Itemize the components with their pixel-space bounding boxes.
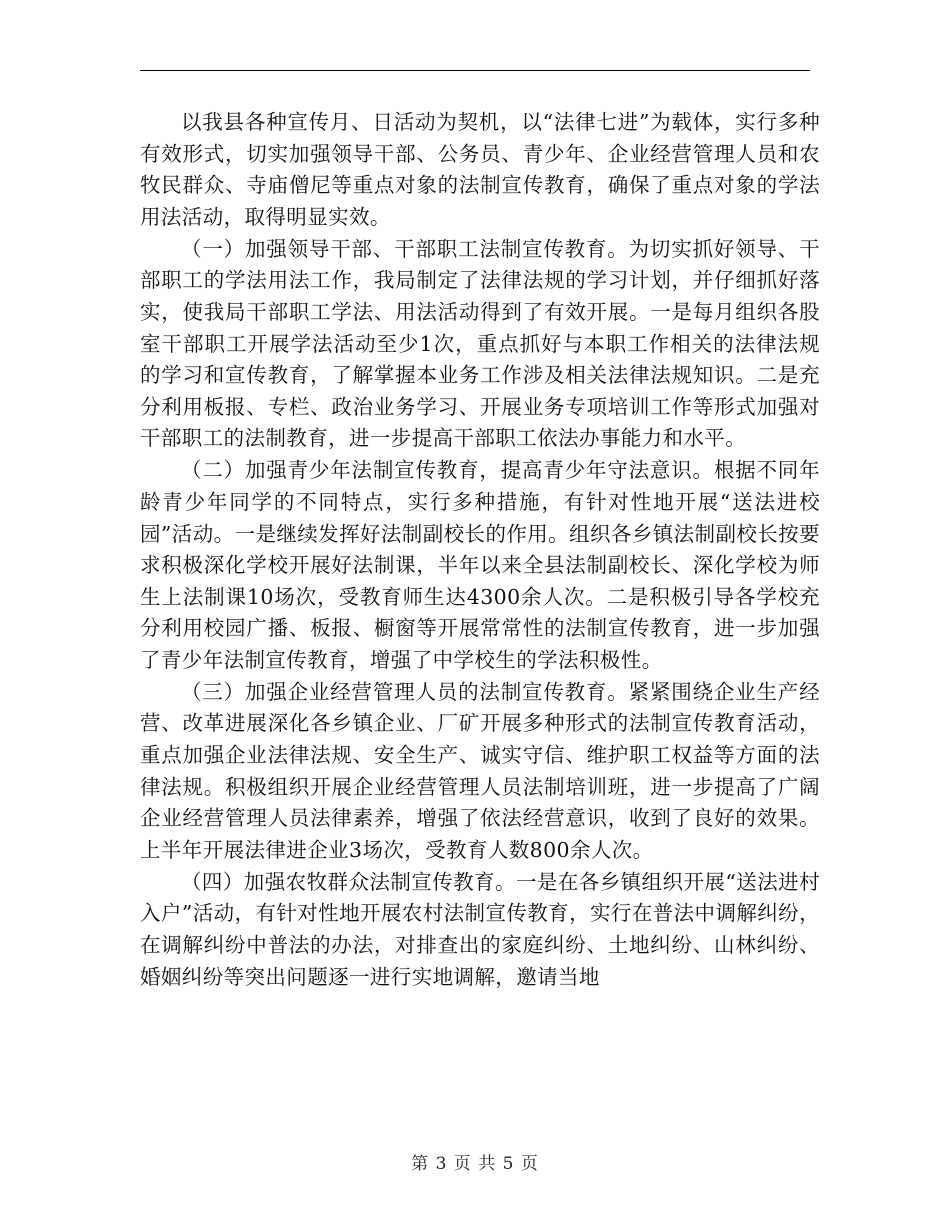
paragraph-section-1-cadres: （一）加强领导干部、干部职工法制宣传教育。为切实抓好领导、干部职工的学法用法工作，我局制定了法律法规的学习计划，并仔细抓好落实，使我局干部职工学法、用法活动得到了有效开展。一是每月组织各股室干部职工开展学法活动至少1次，重点抓好与本职工作相关的法律法规的学习和宣传教育，了解掌握本业务工作涉及相关法律法规知识。二是充分利用板报、专栏、政治业务学习、开展业务专项培训工作等形式加强对干部职工的法制教育，进一步提高干部职工依法办事能力和水平。 bbox=[140, 236, 820, 451]
paragraph-section-3-enterprise: （三）加强企业经营管理人员的法制宣传教育。紧紧围绕企业生产经营、改革进展深化各乡镇企业、厂矿开展多种形式的法制宣传教育活动，重点加强企业法律法规、安全生产、诚实守信、维护职工权益等方面的法律法规。积极组织开展企业经营管理人员法制培训班，进一步提高了广阔企业经营管理人员法律素养，增强了依法经营意识，收到了良好的效果。上半年开展法律进企业3场次，受教育人数800余人次。 bbox=[140, 679, 820, 862]
paragraph-section-2-youth: （二）加强青少年法制宣传教育，提高青少年守法意识。根据不同年龄青少年同学的不同特点，实行多种措施，有针对性地开展“送法进校园”活动。一是继续发挥好法制副校长的作用。组织各乡镇法制副校长按要求积极深化学校开展好法制课，半年以来全县法制副校长、深化学校为师生上法制课10场次，受教育师生达4300余人次。二是积极引导各学校充分利用校园广播、板报、橱窗等开展常常性的法制宣传教育，进一步加强了青少年法制宣传教育，增强了中学校生的学法积极性。 bbox=[140, 458, 820, 672]
page-footer bbox=[0, 1153, 950, 1175]
document-body bbox=[140, 107, 820, 993]
paragraph-section-4-farmers: （四）加强农牧群众法制宣传教育。一是在各乡镇组织开展“送法进村入户”活动，有针对性地开展农村法制宣传教育，实行在普法中调解纠纷，在调解纠纷中普法的办法，对排查出的家庭纠纷、土地纠纷、山林纠纷、婚姻纠纷等突出问题逐一进行实地调解，邀请当地 bbox=[140, 869, 820, 989]
page-number-label: 第 3 页 共 5 页 bbox=[411, 1154, 539, 1174]
paragraph-intro: 以我县各种宣传月、日活动为契机，以“法律七进”为载体，实行多种有效形式，切实加强领导干部、公务员、青少年、企业经营管理人员和农牧民群众、寺庙僧尼等重点对象的法制宣传教育，确保了重点对象的学法用法活动，取得明显实效。 bbox=[140, 110, 820, 229]
header-rule bbox=[140, 70, 810, 71]
